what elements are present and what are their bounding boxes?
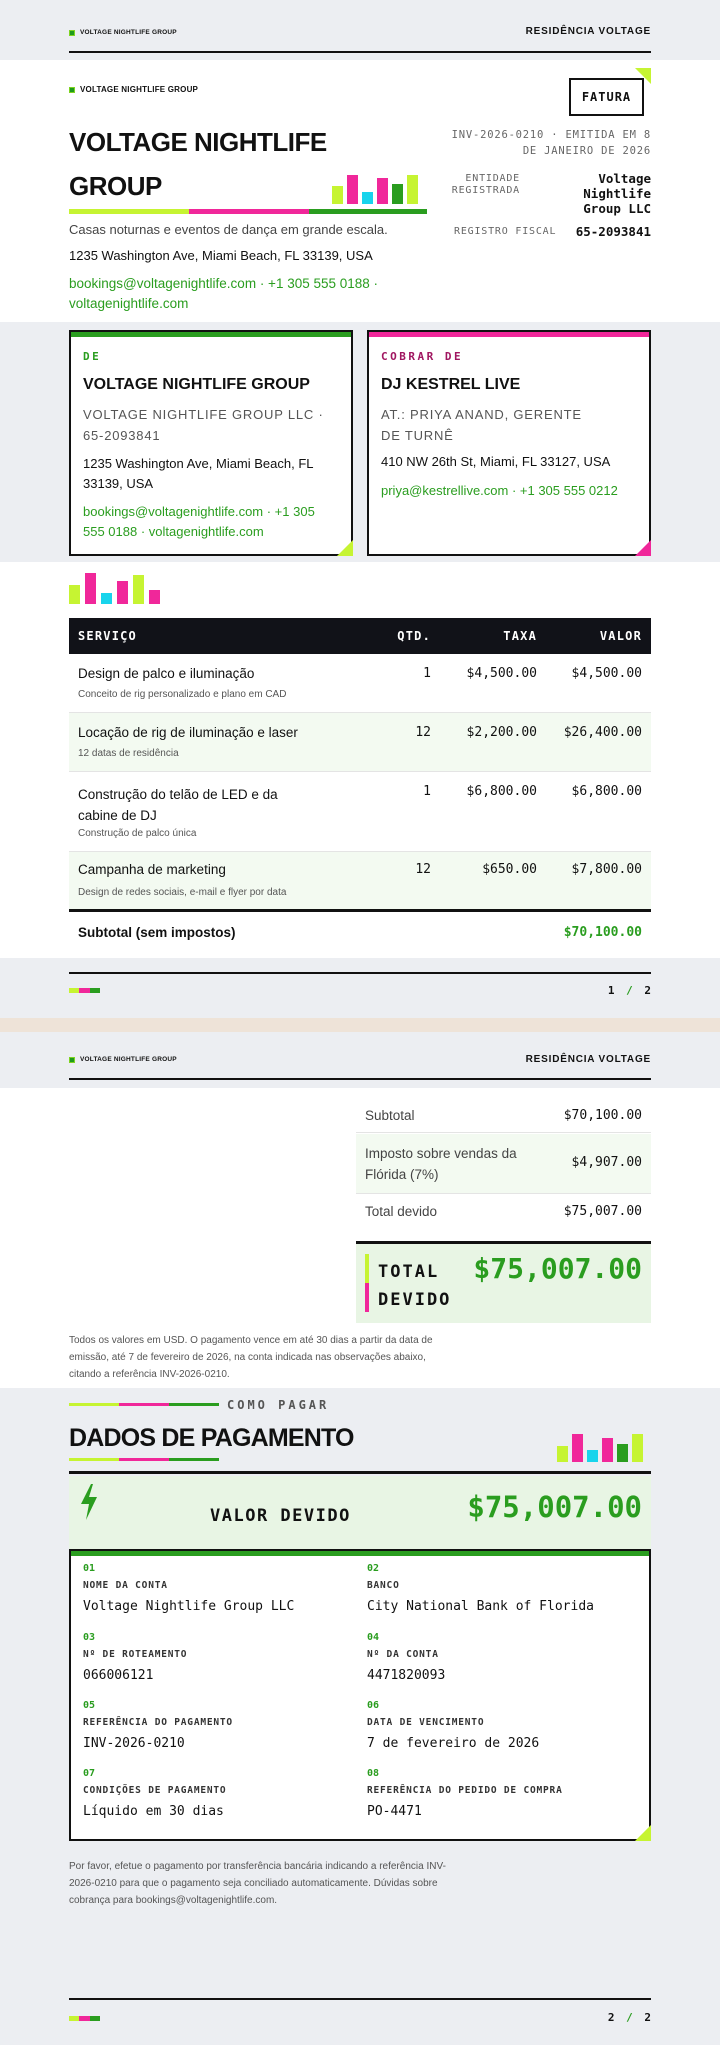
col-service: SERVIÇO [78,629,137,643]
service-qty: 1 [423,666,431,681]
bank-field [83,1768,226,1819]
bank-field-value: INV-2026-0210 [83,1736,185,1751]
from-card-topline [71,332,351,337]
payment-note-line1: Por favor, efetue o pagamento por transferência bancária indicando a referência INV- [69,1861,446,1872]
header-logo-text: VOLTAGE NIGHTLIFE GROUP [80,1056,177,1063]
bank-field-value: Voltage Nightlife Group LLC [83,1599,295,1614]
page-separator [0,1018,720,1032]
total-due-big-label-line2: DEVIDO [378,1290,452,1310]
payment-title-rule [69,1471,651,1474]
page-sep: / [626,984,633,997]
badge-corner [635,68,651,84]
logo-mark-icon [69,87,75,93]
service-amount: $7,800.00 [571,862,642,877]
header-logo [69,29,177,36]
header-logo-text: VOLTAGE NIGHTLIFE GROUP [80,29,177,36]
logo-mark-icon [69,1057,75,1063]
bill-to-attn-line1: AT.: PRIYA ANAND, GERENTE [381,407,582,422]
from-legal-line2: 65-2093841 [83,428,161,443]
totals-subtotal-label: Subtotal [365,1108,415,1123]
bank-field-value: Líquido em 30 dias [83,1804,224,1819]
brand-color-strip [69,209,427,214]
total-due-big-label-line1: TOTAL [378,1262,440,1282]
company-name-line1: VOLTAGE NIGHTLIFE [69,127,327,157]
page-total: 2 [644,984,651,997]
logo-mark-icon [69,30,75,36]
header-rule [69,51,651,53]
payment-equalizer-icon [557,1432,643,1462]
payment-note-line3: cobrança para bookings@voltagenightlife.com. [69,1895,278,1906]
payment-title-strip [69,1458,219,1461]
bank-field [83,1700,233,1751]
table-row [69,654,651,713]
bank-field-number: 01 [83,1563,96,1574]
entity-value-line3: Group LLC [583,201,651,216]
table-row [69,852,651,909]
page-total: 2 [644,2011,651,2024]
service-desc: 12 datas de residência [78,748,179,759]
footer-color-strip [69,988,100,993]
company-address: 1235 Washington Ave, Miami Beach, FL 33139, USA [69,248,373,263]
service-amount: $4,500.00 [571,666,642,681]
bank-field-value: City National Bank of Florida [367,1599,594,1614]
entity-value-line1: Voltage [598,171,651,186]
payment-note-line2: 2026-0210 para que o pagamento seja conciliado automaticamente. Dúvidas sobre [69,1878,438,1889]
payment-terms-note [69,1332,433,1383]
entity-label-line2: REGISTRADA [451,185,520,196]
bank-field-label: DATA DE VENCIMENTO [367,1717,485,1728]
bank-details-card [69,1549,651,1841]
subtotal-label: Subtotal (sem impostos) [78,925,236,940]
totals-tax-label-line2: Flórida (7%) [365,1167,439,1182]
bill-to-card [367,330,651,556]
bank-field [367,1768,563,1819]
company-contact[interactable] [69,274,378,314]
header-rule [69,1078,651,1080]
bank-field [83,1632,187,1683]
equalizer-bars-icon [332,172,418,204]
service-title-line2: cabine de DJ [78,808,157,823]
bank-field-number: 05 [83,1700,96,1711]
from-name: VOLTAGE NIGHTLIFE GROUP [83,376,310,393]
bill-to-name: DJ KESTREL LIVE [381,376,521,393]
bank-field-label: Nº DA CONTA [367,1649,439,1660]
invoice-number-line1: INV-2026-0210 · EMITIDA EM 8 [451,129,651,141]
bank-field-label: CONDIÇÕES DE PAGAMENTO [83,1785,227,1796]
totals-due-value: $75,007.00 [563,1204,642,1219]
totals-tax-label [365,1143,517,1185]
totals-due-label: Total devido [365,1204,438,1219]
footer-rule [69,972,651,974]
from-legal [83,404,324,446]
from-address [83,454,314,494]
service-rate: $4,500.00 [466,666,537,681]
service-qty: 12 [415,725,431,740]
bill-to-card-corner [635,540,651,556]
bank-field-label: NOME DA CONTA [83,1580,168,1591]
note-line2: emissão, até 7 de fevereiro de 2026, na conta indicada nas observações abaixo, [69,1352,426,1363]
service-title: Locação de rig de iluminação e laser [78,725,298,740]
bank-field-number: 08 [367,1768,380,1779]
bank-field-value: 066006121 [83,1668,154,1683]
bill-to-attn [381,404,582,446]
service-title: Campanha de marketing [78,862,226,877]
bank-card-corner [635,1825,651,1841]
company-contact-line1[interactable]: bookings@voltagenightlife.com · +1 305 555 0188 · [69,276,379,291]
service-qty: 12 [415,862,431,877]
bank-field-number: 03 [83,1632,96,1643]
service-amount: $6,800.00 [571,784,642,799]
bank-card-topline [71,1551,649,1556]
bank-field-value: 4471820093 [367,1668,446,1683]
bill-to-contact[interactable]: priya@kestrellive.com · +1 305 555 0212 [381,483,618,498]
services-equalizer-icon [69,570,160,604]
from-contact-line1[interactable]: bookings@voltagenightlife.com · +1 305 [83,504,315,519]
bank-field-number: 04 [367,1632,380,1643]
footer-color-strip [69,2016,100,2021]
service-title: Design de palco e iluminação [78,666,255,681]
service-rate: $6,800.00 [466,784,537,799]
bank-field-label: REFERÊNCIA DO PEDIDO DE COMPRA [367,1785,563,1796]
totals-subtotal-value: $70,100.00 [563,1108,642,1123]
brand-small-logo [69,85,198,94]
running-title: RESIDÊNCIA VOLTAGE [525,26,651,37]
entity-label-line1: ENTIDADE [465,173,520,184]
bank-field-value: PO-4471 [367,1804,422,1819]
footer-rule [69,1998,651,2000]
bank-field-value: 7 de fevereiro de 2026 [367,1736,540,1751]
payment-kicker: COMO PAGAR [227,1398,330,1412]
bank-field [367,1700,539,1751]
services-table-header [69,618,651,654]
page-number [608,984,651,997]
col-rate: TAXA [503,629,537,643]
subtotal-rule [69,909,651,912]
page-sep: / [626,2011,633,2024]
note-line3: citando a referência INV-2026-0210. [69,1369,230,1380]
totals-tax-value: $4,907.00 [571,1155,642,1170]
invoice-number [452,127,651,159]
col-qty: QTD. [397,629,431,643]
bank-field-label: Nº DE ROTEAMENTO [83,1649,188,1660]
bill-to-label: COBRAR DE [381,350,464,363]
subtotal-value: $70,100.00 [563,925,642,940]
from-contact[interactable] [83,502,315,542]
tax-id-value: 65-2093841 [575,224,651,239]
from-contact-line2[interactable]: 555 0188 · voltagenightlife.com [83,524,264,539]
service-title [78,784,278,826]
company-name [69,120,327,208]
totals-due-row [356,1195,651,1229]
service-rate: $650.00 [482,862,537,877]
bank-field [367,1632,445,1683]
from-legal-line1: VOLTAGE NIGHTLIFE GROUP LLC · [83,407,324,422]
totals-subtotal-row [356,1099,651,1133]
company-contact-line2[interactable]: voltagenightlife.com [69,296,189,311]
payment-note [69,1858,446,1909]
service-qty: 1 [423,784,431,799]
invoice-number-line2: DE JANEIRO DE 2026 [522,145,651,157]
bank-field [83,1563,294,1614]
amount-due-value: $75,007.00 [467,1490,642,1524]
bill-to-address: 410 NW 26th St, Miami, FL 33127, USA [381,454,611,469]
service-rate: $2,200.00 [466,725,537,740]
total-accent-bar [365,1254,369,1312]
total-due-box [356,1241,651,1323]
entity-label [448,173,520,197]
tax-id-label: REGISTRO FISCAL [454,226,557,237]
kicker-strip [69,1403,219,1406]
bank-field-label: REFERÊNCIA DO PAGAMENTO [83,1717,233,1728]
page-number [608,2011,651,2024]
page-current: 2 [607,2011,615,2024]
company-name-line2: GROUP [69,171,162,201]
totals-tax-row [356,1134,651,1194]
amount-due-box [69,1476,651,1552]
table-row [69,713,651,772]
bank-field-number: 02 [367,1563,380,1574]
from-label: DE [83,350,102,363]
table-row [69,772,651,852]
service-desc: Conceito de rig personalizado e plano em CAD [78,689,287,700]
total-due-big-value: $75,007.00 [473,1252,642,1285]
lightning-bolt-icon [79,1484,99,1520]
col-amount: VALOR [599,629,642,643]
from-card [69,330,353,556]
bill-to-card-topline [369,332,649,337]
from-card-corner [337,540,353,556]
brand-small-logo-text: VOLTAGE NIGHTLIFE GROUP [80,85,199,94]
bank-field-label: BANCO [367,1580,400,1591]
total-due-big-label [378,1258,451,1314]
header-logo [69,1056,177,1063]
service-amount: $26,400.00 [563,725,642,740]
from-address-line2: 33139, USA [83,476,154,491]
tagline: Casas noturnas e eventos de dança em grande escala. [69,222,388,237]
entity-value [583,171,651,216]
bill-to-attn-line2: DE TURNÊ [381,428,454,443]
bank-field [367,1563,594,1614]
service-title-line1: Construção do telão de LED e da [78,787,278,802]
invoice-badge: FATURA [569,78,644,116]
entity-value-line2: Nightlife [583,186,651,201]
bank-field-number: 07 [83,1768,96,1779]
totals-tax-label-line1: Imposto sobre vendas da [365,1146,517,1161]
from-address-line1: 1235 Washington Ave, Miami Beach, FL [83,456,314,471]
service-desc: Construção de palco única [78,828,197,839]
payment-title: DADOS DE PAGAMENTO [69,1424,354,1452]
bank-field-number: 06 [367,1700,380,1711]
note-line1: Todos os valores em USD. O pagamento vence em até 30 dias a partir da data de [69,1335,433,1346]
page-current: 1 [607,984,615,997]
running-title: RESIDÊNCIA VOLTAGE [525,1054,651,1065]
service-desc: Design de redes sociais, e-mail e flyer por data [78,887,287,898]
amount-due-label: VALOR DEVIDO [210,1506,351,1526]
